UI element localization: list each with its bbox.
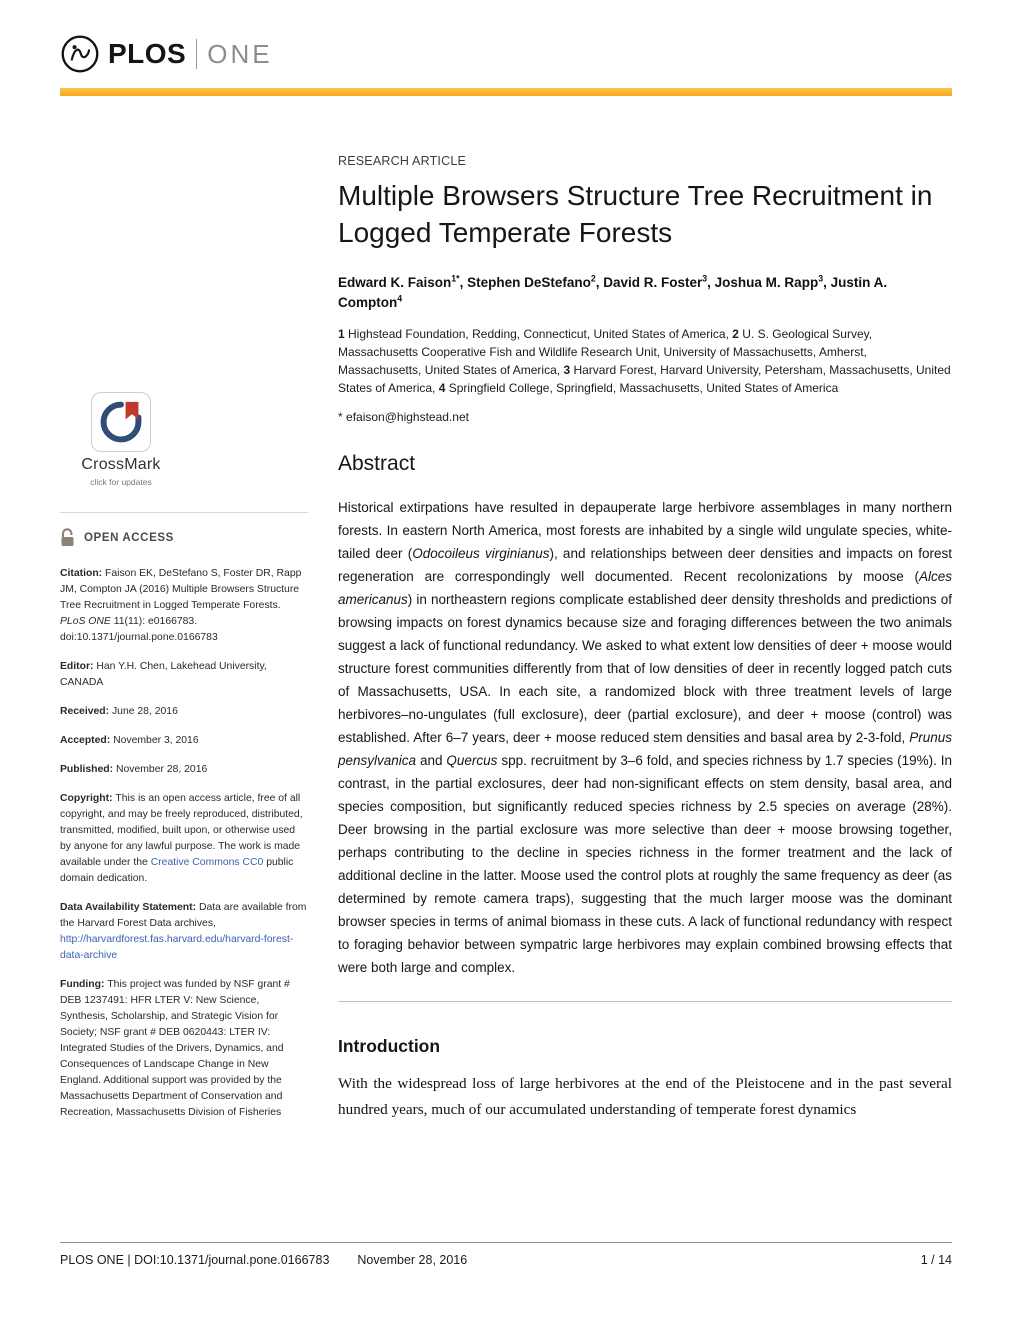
journal-header <box>60 34 273 74</box>
article-main-column <box>338 140 952 1131</box>
footer-doi: PLOS ONE | DOI:10.1371/journal.pone.0166783 <box>60 1253 330 1267</box>
article-type-kicker: RESEARCH ARTICLE <box>338 154 467 168</box>
introduction-body: With the widespread loss of large herbivores at the end of the Pleistocene and in the past several hundred years, much of our accumulated understanding of temperate forest dynamics <box>338 1075 952 1118</box>
page-footer <box>60 1242 952 1267</box>
plos-logo <box>60 34 273 74</box>
abstract-body: Historical extirpations have resulted in depauperate large herbivore assemblages in many northern forests. In eastern North America, most forests are inhabited by a single wild ungulate species, white-tailed deer (Odocoileus virginianus), and relationships between deer densities and impacts on forest regeneration are correspondingly well documented. Recent recolonizations by moose (Alces americanus) in northeastern regions complicate established deer density thresholds and predictions of browsing impacts on forest dynamics because size and foraging differences between the two animals suggest a lack of functional redundancy. We asked to what extent low densities of deer + moose would structure forest communities differently from that of low densities of deer in recently logged patch cuts of Massachusetts, USA. In each site, a randomized block with three treatment levels of large herbivores–no-ungulates (full exclosure), deer (partial exclosure), and deer + moose (control) was established. After 6–7 years, deer + moose reduced stem densities and basal area by 2-3-fold, Prunus pensylvanica and Quercus spp. recruitment by 3–6 fold, and species richness by 1.7 species (19%). In contrast, in the partial exclosures, deer had non-significant effects on stem density, basal area, and species composition, but significantly reduced species richness by 2.5 species on average (28%). Deer browsing in the partial exclosure was more selective than deer + moose browsing together, perhaps contributing to the decline in species richness in the former treatment and the lack of additional decline in the latter. Moose used the control plots at roughly the same frequency as deer (as determined by remote camera traps), suggesting that the much larger moose was the dominant browser species in terms of animal biomass in these cuts. A lack of functional redundancy with respect to foraging behavior between sympatric large herbivores may explain combined browsing effects that were both large and complex. <box>338 500 953 975</box>
article-meta-sidebar <box>60 140 308 1131</box>
copyright-block: Copyright: This is an open access article, free of all copyright, and may be freely reproduced, distributed, transmitted, modified, built upon, or otherwise used by anyone for any lawful purpose. The work is made available under the Creative Commons CC0 public domain dedication. <box>60 793 303 884</box>
crossmark-subtitle: click for updates <box>90 477 152 487</box>
open-access-label: OPEN ACCESS <box>84 531 174 544</box>
content-columns <box>60 140 952 1131</box>
affiliations: 1 Highstead Foundation, Redding, Connecticut, United States of America, 2 U. S. Geological Survey, Massachusetts Cooperative Fish and Wildlife Research Unit, University of Massachusetts, Amherst, Massachusetts, United States of America, 3 Harvard Forest, Harvard University, Petersham, Massachusetts, United States of America, 4 Springfield College, Springfield, Massachusetts, United States of America <box>338 327 951 395</box>
crossmark-title: CrossMark <box>81 456 161 473</box>
author-list: Edward K. Faison$^{1*}$, Stephen DeStefano$^2$, David R. Foster$^3$, Joshua M. Rapp$^3$, Justin A. Compton$^4$ <box>338 273 888 310</box>
open-lock-icon <box>60 528 76 547</box>
footer-date: November 28, 2016 <box>357 1253 468 1267</box>
abstract-divider <box>338 1001 952 1002</box>
crossmark-badge[interactable] <box>60 392 182 490</box>
data-availability-block: Data Availability Statement: Data are available from the Harvard Forest Data archives, http://harvardforest.fas.harvard.edu/harvard-forest-data-archive <box>60 902 307 961</box>
received-block: Received: June 28, 2016 <box>60 706 178 717</box>
crossmark-iconbox <box>91 392 151 452</box>
abstract-heading: Abstract <box>338 452 416 475</box>
footer-page-number: 1 / 14 <box>920 1253 952 1267</box>
footer-rule <box>60 1242 952 1243</box>
brand-accent-bar <box>60 88 952 96</box>
logo-plos-text: PLOS <box>108 38 187 69</box>
accepted-block: Accepted: November 3, 2016 <box>60 735 199 746</box>
crossmark-icon <box>99 400 143 444</box>
article-title: Multiple Browsers Structure Tree Recruitment in Logged Temperate Forests <box>338 180 933 248</box>
editor-block: Editor: Han Y.H. Chen, Lakehead University, CANADA <box>60 661 267 688</box>
logo-one-text: ONE <box>207 38 273 69</box>
open-access-badge <box>60 513 308 553</box>
published-block: Published: November 28, 2016 <box>60 764 208 775</box>
correspondence-email[interactable]: * efaison@highstead.net <box>338 410 469 424</box>
citation-block: Citation: Faison EK, DeStefano S, Foster DR, Rapp JM, Compton JA (2016) Multiple Browsers Structure Tree Recruitment in Logged Temperate Forests. PLoS ONE 11(11): e0166783. doi:10.1371/journal.pone.0166783 <box>60 568 302 643</box>
logo-divider <box>196 39 197 69</box>
footer-citation <box>60 1253 467 1267</box>
plos-emblem-icon <box>60 34 100 74</box>
introduction-heading: Introduction <box>338 1036 441 1056</box>
funding-block: Funding: This project was funded by NSF grant # DEB 1237491: HFR LTER V: New Science, Synthesis, Scholarship, and Strategic Vision for Society; NSF grant # DEB 0620443: LTER IV: Integrated Studies of the Drivers, Dynamics, and Consequences of Landscape Change in New England. Additional support was provided by the Massachusetts Department of Conservation and Recreation, Massachusetts Division of Fisheries <box>60 979 290 1118</box>
